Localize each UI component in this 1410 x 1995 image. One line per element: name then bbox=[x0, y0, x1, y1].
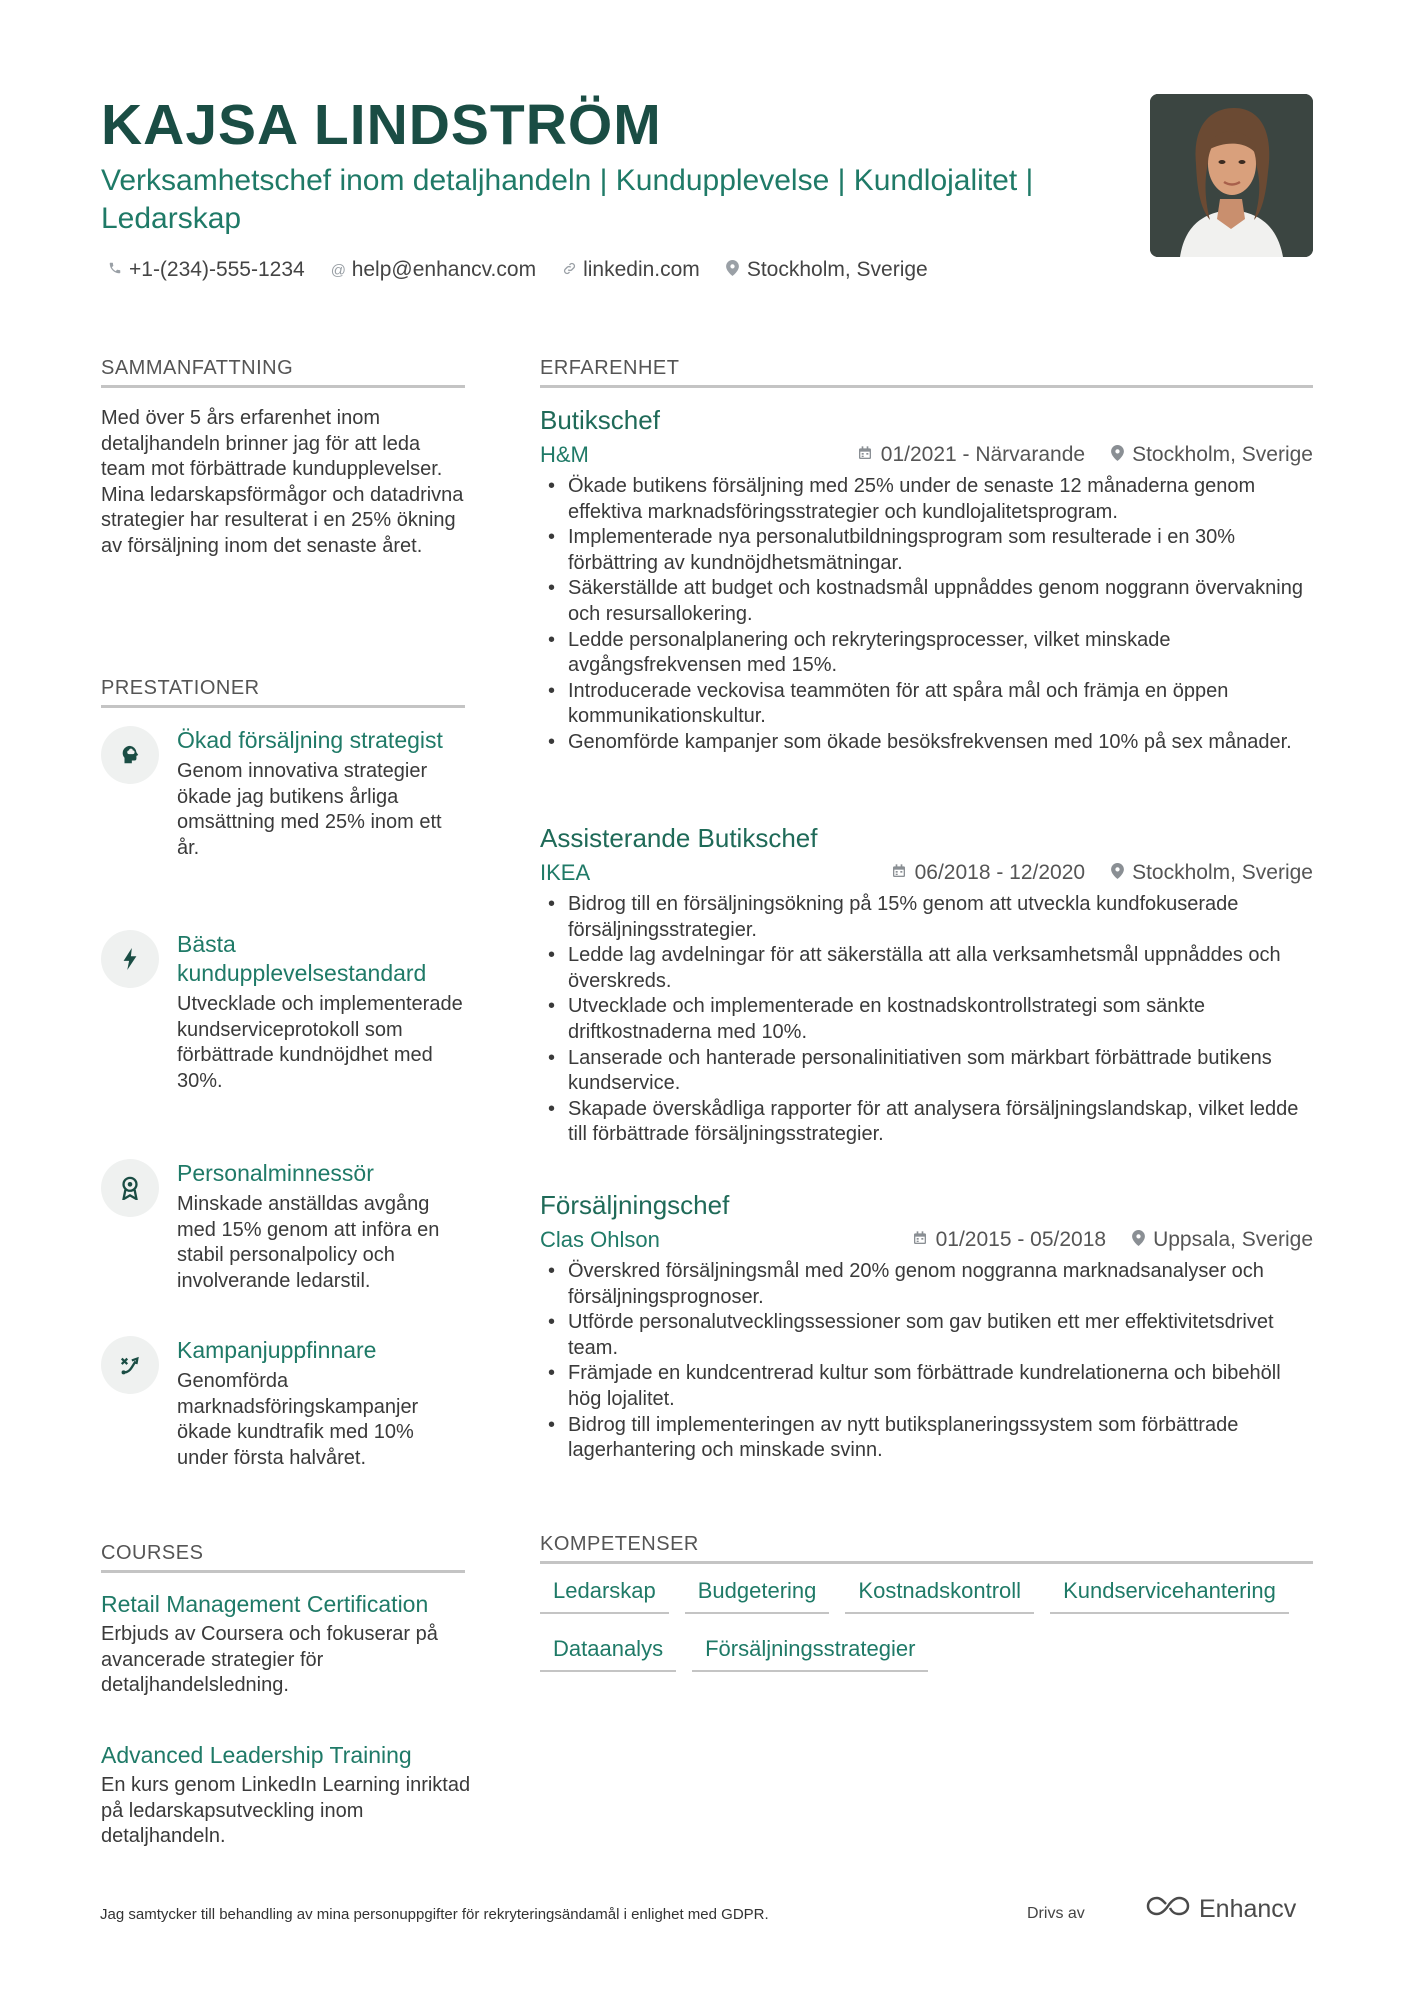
job-company: IKEA bbox=[540, 860, 591, 885]
achievement-desc: Genomförda marknadsföringskampanjer ökade kundtrafik med 10% under första halvåret. bbox=[177, 1370, 419, 1469]
location-text: Stockholm, Sverige bbox=[746, 258, 928, 281]
calendar-icon bbox=[912, 1230, 928, 1251]
achievement-title: Ökad försäljning strategist bbox=[177, 727, 443, 753]
location-pin-icon bbox=[1111, 863, 1124, 884]
summary-heading: SAMMANFATTNING bbox=[101, 357, 465, 388]
email-text: help@enhancv.com bbox=[351, 258, 537, 281]
powered-by-label: Drivs av bbox=[1027, 1905, 1085, 1922]
job-company: Clas Ohlson bbox=[540, 1227, 660, 1252]
experience-heading: ERFARENHET bbox=[540, 357, 1313, 388]
course-desc: Erbjuds av Coursera och fokuserar på avancerade strategier för detaljhandelsledning. bbox=[101, 1623, 438, 1697]
infinity-icon bbox=[1145, 1894, 1191, 1925]
calendar-icon bbox=[857, 445, 873, 466]
job-bullet: • Säkerställde att budget och kostnadsmål uppnåddes genom noggrann övervakning och resursallokering. bbox=[540, 576, 1313, 627]
achievement-item bbox=[101, 1159, 465, 1294]
achievement-item bbox=[101, 726, 465, 861]
skill-tag: Kostnadskontroll bbox=[845, 1578, 1034, 1614]
course-desc: En kurs genom LinkedIn Learning inriktad på ledarskapsutveckling inom detaljhandeln. bbox=[101, 1774, 471, 1848]
location-pin-icon bbox=[726, 260, 740, 280]
job-bullets bbox=[540, 1259, 1313, 1464]
achievement-item bbox=[101, 1336, 465, 1471]
location-pin-icon bbox=[1111, 445, 1124, 466]
skill-tag: Försäljningsstrategier bbox=[692, 1636, 928, 1672]
job-bullet: • Introducerade veckovisa teammöten för att spåra mål och främja en öppen kommunikationskultur. bbox=[540, 679, 1313, 730]
phone-text: +1-(234)-555-1234 bbox=[129, 258, 305, 281]
brain-icon bbox=[101, 726, 159, 784]
course-title: Advanced Leadership Training bbox=[101, 1742, 412, 1768]
job-bullet: • Bidrog till en försäljningsökning på 15% genom att utveckla kundfokuserade försäljningsstrategier. bbox=[540, 892, 1313, 943]
job-bullet: • Överskred försäljningsmål med 20% genom noggranna marknadsanalyser och försäljningsprognoser. bbox=[540, 1259, 1313, 1310]
candidate-headline: Verksamhetschef inom detaljhandeln | Kundupplevelse | Kundlojalitet | Ledarskap bbox=[101, 164, 1034, 235]
job-bullet: • Genomförde kampanjer som ökade besöksfrekvensen med 10% på sex månader. bbox=[540, 730, 1313, 756]
course-item bbox=[101, 1740, 481, 1850]
job-location: Uppsala, Sverige bbox=[1153, 1228, 1313, 1251]
candidate-name: KAJSA LINDSTRÖM bbox=[101, 93, 662, 157]
job-title: Försäljningschef bbox=[540, 1190, 730, 1220]
achievement-desc: Utvecklade och implementerade kundserviceprotokoll som förbättrade kundnöjdhet med 30%. bbox=[177, 993, 463, 1092]
job-bullet: • Bidrog till implementeringen av nytt butiksplaneringssystem som förbättrade lagerhantering och minskade svinn. bbox=[540, 1413, 1313, 1464]
job-bullet: • Implementerade nya personalutbildningsprogram som resulterade i en 30% förbättring av kundnöjdhetsmätningar. bbox=[540, 525, 1313, 576]
job-dates: 06/2018 - 12/2020 bbox=[914, 861, 1086, 884]
phone-icon bbox=[108, 261, 122, 279]
job-bullet: • Ledde lag avdelningar för att säkerställa att alla verksamhetsmål uppnåddes och överskreds. bbox=[540, 943, 1313, 994]
job-bullet: • Skapade överskådliga rapporter för att analysera försäljningslandskap, vilket ledde till förbättrade försäljningsstrategier. bbox=[540, 1097, 1313, 1148]
job-location: Stockholm, Sverige bbox=[1132, 861, 1313, 884]
job-location: Stockholm, Sverige bbox=[1132, 443, 1313, 466]
achievements-heading: PRESTATIONER bbox=[101, 677, 465, 708]
skill-tag: Ledarskap bbox=[540, 1578, 669, 1614]
job-company: H&M bbox=[540, 442, 589, 467]
job-bullet: • Ökade butikens försäljning med 25% under de senaste 12 månaderna genom effektiva marknadsföringsstrategier och kundlojalitetsprogram. bbox=[540, 474, 1313, 525]
achievement-item bbox=[101, 930, 465, 1094]
skill-tag: Budgetering bbox=[685, 1578, 830, 1614]
brand-name: Enhancv bbox=[1199, 1895, 1297, 1923]
skill-tag: Dataanalys bbox=[540, 1636, 676, 1672]
strategy-icon bbox=[101, 1336, 159, 1394]
job-bullet: • Lanserade och hanterade personalinitiativen som märkbart förbättrade butikens kundservice. bbox=[540, 1046, 1313, 1097]
profile-photo bbox=[1150, 94, 1313, 257]
contact-email[interactable] bbox=[331, 258, 536, 282]
job-bullets bbox=[540, 474, 1313, 756]
job-bullet: • Utförde personalutvecklingssessioner som gav butiken ett mer effektivitetsdrivet team. bbox=[540, 1310, 1313, 1361]
job-entry bbox=[540, 1189, 1313, 1464]
job-dates: 01/2021 - Närvarande bbox=[880, 443, 1086, 466]
achievement-desc: Minskade anställdas avgång med 15% genom att införa en stabil personalpolicy och involverande ledarstil. bbox=[177, 1193, 440, 1292]
summary-text: Med över 5 års erfarenhet inom detaljhandeln brinner jag för att leda team mot förbättrade kundupplevelser. Mina ledarskapsförmågor och datadrivna strategier har resulterat i en 25% ökning av försäljning inom det senaste året. bbox=[101, 407, 464, 557]
at-icon: @ bbox=[330, 261, 346, 279]
contact-bar bbox=[108, 258, 928, 282]
course-item bbox=[101, 1589, 481, 1699]
achievement-title: Kampanjuppfinnare bbox=[177, 1337, 377, 1363]
job-bullets bbox=[540, 892, 1313, 1148]
job-bullet: • Främjade en kundcentrerad kultur som förbättrade kundrelationerna och bibehöll hög lojalitet. bbox=[540, 1361, 1313, 1412]
achievement-desc: Genom innovativa strategier ökade jag butikens årliga omsättning med 25% inom ett år. bbox=[177, 760, 442, 859]
contact-location bbox=[726, 258, 928, 282]
job-dates: 01/2015 - 05/2018 bbox=[935, 1228, 1107, 1251]
course-title: Retail Management Certification bbox=[101, 1591, 429, 1617]
link-icon bbox=[562, 261, 576, 280]
location-pin-icon bbox=[1132, 1230, 1145, 1251]
skills-heading: KOMPETENSER bbox=[540, 1533, 1313, 1564]
job-bullet: • Ledde personalplanering och rekryteringsprocesser, vilket minskade avgångsfrekvensen med 15%. bbox=[540, 628, 1313, 679]
job-bullet: • Utvecklade och implementerade en kostnadskontrollstrategi som sänkte driftkostnaderna med 10%. bbox=[540, 994, 1313, 1045]
contact-linkedin[interactable] bbox=[562, 258, 700, 282]
job-title: Assisterande Butikschef bbox=[540, 823, 818, 853]
linkedin-text: linkedin.com bbox=[583, 258, 700, 281]
enhancv-logo[interactable] bbox=[1145, 1894, 1296, 1925]
job-title: Butikschef bbox=[540, 405, 660, 435]
contact-phone bbox=[108, 258, 305, 282]
calendar-icon bbox=[891, 863, 907, 884]
gdpr-consent: Jag samtycker till behandling av mina personuppgifter för rekryteringsändamål i enlighet med GDPR. bbox=[100, 1906, 769, 1923]
job-entry bbox=[540, 822, 1313, 1148]
lightning-icon bbox=[101, 930, 159, 988]
achievement-title: Bästa kundupplevelsestandard bbox=[177, 931, 427, 986]
job-entry bbox=[540, 404, 1313, 756]
award-icon bbox=[101, 1159, 159, 1217]
achievement-title: Personalminnessör bbox=[177, 1160, 374, 1186]
skill-tag: Kundservicehantering bbox=[1050, 1578, 1289, 1614]
skills-list bbox=[540, 1578, 1313, 1672]
courses-heading: COURSES bbox=[101, 1542, 465, 1573]
